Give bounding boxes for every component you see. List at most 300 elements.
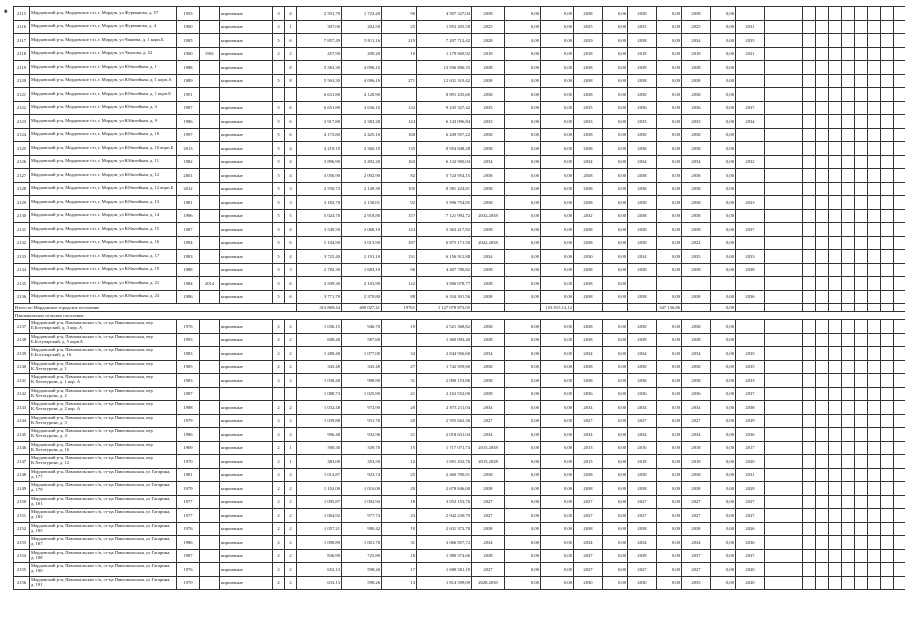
table-row [14, 333, 905, 347]
row-build-year: 1987 [177, 223, 200, 237]
row-build-year: 1982 [177, 155, 200, 169]
row-value-3: 2038 [574, 333, 603, 347]
row-empty-cell [855, 115, 868, 129]
row-value-8: 0,00 [711, 209, 736, 223]
row-empty-cell [842, 576, 855, 590]
total-e5 [628, 304, 657, 312]
row-value-1: 0,00 [505, 115, 541, 129]
row-value-9 [736, 128, 765, 142]
row-value-6: 0,00 [657, 347, 682, 361]
row-build-year: 1986 [177, 115, 200, 129]
row-living-area: 1 001,78 [342, 536, 382, 550]
row-reconstruction-year [200, 374, 220, 388]
row-value-4: 0,00 [603, 333, 628, 347]
row-entrances: 4 [285, 155, 297, 169]
row-value-4: 0,00 [603, 142, 628, 156]
row-value-3: 2025 [574, 20, 603, 34]
row-total-area: 1 038,40 [297, 374, 342, 388]
row-value-5: 2027 [628, 563, 657, 577]
row-entrances: 6 [285, 34, 297, 48]
row-living-area: 202,50 [342, 20, 382, 34]
row-value-6: 0,00 [657, 61, 682, 75]
row-wall-material: кирпичные [220, 20, 273, 34]
row-empty-cell [829, 142, 842, 156]
row-residents: 19 [382, 522, 417, 536]
row-value-3: 2027 [574, 414, 603, 428]
row-value-7: 2038 [682, 7, 711, 21]
row-value-8: 0,00 [711, 20, 736, 34]
row-address: Мордовский р-н, Мордовское г/п, г. Мордов, ул Юбилейная, д. 11 [30, 155, 177, 169]
row-wall-material: кирпичные [220, 250, 273, 264]
row-value-4: 0,00 [603, 182, 628, 196]
row-wall-material: кирпичные [220, 549, 273, 563]
row-reconstruction-year [200, 320, 220, 334]
row-value-5: 2038 [628, 34, 657, 48]
row-build-year: 1983 [177, 374, 200, 388]
row-empty-cell [816, 495, 829, 509]
row-reconstruction-year [200, 387, 220, 401]
row-residents: 131 [382, 250, 417, 264]
row-living-area: 923,74 [342, 468, 382, 482]
row-empty-cell [803, 509, 816, 523]
row-build-year: 1989 [177, 74, 200, 88]
row-wall-material: кирпичные [220, 401, 273, 415]
row-empty-cell [829, 169, 842, 183]
row-empty-cell [765, 223, 803, 237]
row-value-5: 2038 [628, 374, 657, 388]
row-value-2: 0,00 [541, 482, 574, 496]
row-address: Мордовский р-н, Павловальское с/п, ст-ца Павловальская, пер К.Хетагурова, д. 2 [30, 387, 177, 401]
table-row [14, 441, 905, 455]
row-build-year: 1976 [177, 522, 200, 536]
row-empty-cell [829, 509, 842, 523]
total-liv: 400 027,41 [342, 304, 382, 312]
row-floors: 2 [273, 360, 285, 374]
row-floors: 5 [273, 74, 285, 88]
row-floors: 2 [273, 20, 285, 34]
row-wall-material: кирпичные [220, 236, 273, 250]
row-reconstruction-year [200, 74, 220, 88]
row-living-area: 3 013,90 [342, 236, 382, 250]
row-empty-cell [842, 387, 855, 401]
row-empty-cell [894, 563, 905, 577]
row-value-8: 0,00 [711, 101, 736, 115]
row-entrances: 2 [285, 374, 297, 388]
row-empty-cell [803, 441, 816, 455]
row-empty-cell [803, 20, 816, 34]
row-repair-cost: 2 521 368,82 [417, 320, 472, 334]
row-value-4: 0,00 [603, 223, 628, 237]
row-residents: 15 [382, 441, 417, 455]
row-value-4: 0,00 [603, 482, 628, 496]
row-empty-cell [829, 549, 842, 563]
row-floors: 2 [273, 47, 285, 61]
row-value-6: 0,00 [657, 576, 682, 590]
row-empty-cell [894, 414, 905, 428]
row-value-8: 0,00 [711, 522, 736, 536]
total-empty-cell [855, 304, 868, 312]
table-row [14, 536, 905, 550]
row-empty-cell [855, 509, 868, 523]
table-row [14, 101, 905, 115]
row-empty-cell [829, 536, 842, 550]
row-value-2: 0,00 [541, 250, 574, 264]
row-floors: 2 [273, 576, 285, 590]
row-value-4: 0,00 [603, 536, 628, 550]
row-empty-cell [765, 374, 803, 388]
row-build-year: 1976 [177, 563, 200, 577]
row-empty-cell [855, 495, 868, 509]
row-value-4: 0,00 [603, 374, 628, 388]
row-empty-cell [829, 482, 842, 496]
row-floors: 5 [273, 250, 285, 264]
row-value-8: 0,00 [711, 155, 736, 169]
row-number: 2140 [14, 360, 30, 374]
row-value-3: 2038 [574, 128, 603, 142]
row-value-6: 0,00 [657, 250, 682, 264]
row-value-8: 0,00 [711, 549, 736, 563]
row-wall-material: кирпичные [220, 482, 273, 496]
row-empty-cell [868, 468, 881, 482]
row-value-2: 0,00 [541, 347, 574, 361]
row-empty-cell [829, 347, 842, 361]
table-row [14, 468, 905, 482]
row-floors: 2 [273, 536, 285, 550]
row-value-1: 0,00 [505, 482, 541, 496]
row-empty-cell [842, 7, 855, 21]
row-repair-cost: 2 873 211,04 [417, 401, 472, 415]
row-total-area: 383,00 [297, 455, 342, 469]
row-entrances: 2 [285, 563, 297, 577]
row-reconstruction-year [200, 414, 220, 428]
row-repair-cost: 5 724 954,15 [417, 169, 472, 183]
row-value-4: 0,00 [603, 509, 628, 523]
row-planned-year: 2038 [472, 182, 505, 196]
total-e6: 347 136,86 [657, 304, 682, 312]
row-empty-cell [868, 387, 881, 401]
row-value-8: 0,00 [711, 347, 736, 361]
row-empty-cell [842, 47, 855, 61]
row-value-9 [736, 142, 765, 156]
row-living-area: 2 382,28 [342, 115, 382, 129]
row-total-area: 1 102,00 [297, 482, 342, 496]
row-value-2: 0,00 [541, 495, 574, 509]
row-value-9: 2020 [736, 563, 765, 577]
row-value-7: 2038 [682, 333, 711, 347]
row-empty-cell [765, 360, 803, 374]
row-value-3: 2030 [574, 576, 603, 590]
row-empty-cell [894, 536, 905, 550]
row-repair-cost: 6 875 171,50 [417, 236, 472, 250]
row-empty-cell [765, 455, 803, 469]
row-total-area: 5 024,70 [297, 209, 342, 223]
row-empty-cell [881, 115, 894, 129]
row-empty-cell [842, 236, 855, 250]
row-value-2: 0,00 [541, 374, 574, 388]
row-value-6: 0,00 [657, 47, 682, 61]
row-value-1: 0,00 [505, 441, 541, 455]
row-reconstruction-year [200, 522, 220, 536]
row-empty-cell [842, 320, 855, 334]
row-empty-cell [816, 290, 829, 304]
row-number: 2130 [14, 209, 30, 223]
row-empty-cell [842, 468, 855, 482]
row-reconstruction-year [200, 360, 220, 374]
row-number: 2119 [14, 61, 30, 75]
row-entrances: 3 [285, 182, 297, 196]
row-entrances: 4 [285, 223, 297, 237]
row-total-area: 996,48 [297, 428, 342, 442]
row-value-8: 0,00 [711, 333, 736, 347]
row-empty-cell [868, 182, 881, 196]
row-address: Мордовский р-н, Павловальское с/п, ст-ца Павловальская, ул Гагарина, д. 177 [30, 468, 177, 482]
row-reconstruction-year [200, 290, 220, 304]
row-empty-cell [803, 455, 816, 469]
row-build-year: 1981 [177, 468, 200, 482]
row-build-year: 1970 [177, 455, 200, 469]
table-row [14, 563, 905, 577]
row-planned-year: 2038 [472, 61, 505, 75]
row-total-area: 3 725,40 [297, 250, 342, 264]
row-value-6: 0,00 [657, 236, 682, 250]
total-label: Итого по Мордовское городское поселение [14, 304, 297, 312]
row-value-7 [682, 277, 711, 291]
row-build-year: 1987 [177, 549, 200, 563]
row-value-3: 2034 [574, 536, 603, 550]
row-value-1: 0,00 [505, 401, 541, 415]
row-residents: 20 [382, 401, 417, 415]
row-empty-cell [842, 563, 855, 577]
row-address: Мордовский р-н, Мордовское г/п, г. Мордов, ул Юбилейная, д. 10 [30, 128, 177, 142]
row-value-2: 0,00 [541, 196, 574, 210]
row-value-7: 2027 [682, 414, 711, 428]
row-value-7: 2034 [682, 401, 711, 415]
row-empty-cell [894, 387, 905, 401]
row-living-area: 4 096,10 [342, 61, 382, 75]
row-number: 2128 [14, 182, 30, 196]
row-empty-cell [894, 20, 905, 34]
row-number: 2154 [14, 549, 30, 563]
row-value-9: 2037 [736, 101, 765, 115]
row-value-2: 0,09 [541, 7, 574, 21]
row-value-2: 0,00 [541, 88, 574, 102]
row-repair-cost: 1 680 581,19 [417, 563, 472, 577]
row-value-5: 2038 [628, 320, 657, 334]
row-wall-material: кирпичные [220, 563, 273, 577]
row-total-area: 307,00 [297, 20, 342, 34]
row-entrances: 2 [285, 428, 297, 442]
row-reconstruction-year [200, 428, 220, 442]
table-row [14, 455, 905, 469]
row-wall-material: кирпичные [220, 34, 273, 48]
table-row [14, 509, 905, 523]
row-value-8: 0,00 [711, 374, 736, 388]
row-floors: 2 [273, 333, 285, 347]
row-empty-cell [765, 128, 803, 142]
row-number: 2148 [14, 468, 30, 482]
row-planned-year: 2022,2038 [472, 236, 505, 250]
row-value-8: 0,00 [711, 196, 736, 210]
row-value-8: 0,00 [711, 115, 736, 129]
row-living-area: 339,70 [342, 441, 382, 455]
row-address: Мордовский р-н, Мордовское г/п, г. Мордов, ул Юбилейная, д. 14 [30, 209, 177, 223]
row-empty-cell [855, 549, 868, 563]
row-empty-cell [855, 34, 868, 48]
row-value-6: 0,00 [657, 482, 682, 496]
row-floors: 2 [273, 441, 285, 455]
row-value-3: 2027 [574, 495, 603, 509]
row-value-7: 2027 [682, 563, 711, 577]
row-repair-cost: 4 407 780,82 [417, 263, 472, 277]
row-value-4: 0,00 [603, 387, 628, 401]
row-value-4: 0,00 [603, 20, 628, 34]
total-empty [472, 304, 505, 312]
row-empty-cell [803, 468, 816, 482]
row-entrances: 2 [285, 576, 297, 590]
row-build-year: 1970 [177, 576, 200, 590]
row-living-area: 2 130,01 [342, 196, 382, 210]
row-number: 2132 [14, 236, 30, 250]
row-entrances: 5 [285, 209, 297, 223]
table-row [14, 320, 905, 334]
row-empty-cell [816, 536, 829, 550]
row-number: 2127 [14, 169, 30, 183]
row-value-6: 0,00 [657, 536, 682, 550]
row-reconstruction-year [200, 333, 220, 347]
row-reconstruction-year [200, 236, 220, 250]
row-empty-cell [868, 414, 881, 428]
row-value-5: 2025 [628, 20, 657, 34]
row-empty-cell [868, 142, 881, 156]
row-value-8: 0,00 [711, 360, 736, 374]
row-value-9: 2037 [736, 387, 765, 401]
row-entrances: 1 [285, 20, 297, 34]
row-value-9: 2021 [736, 47, 765, 61]
row-empty-cell [842, 223, 855, 237]
row-value-3: 2038 [574, 290, 603, 304]
row-empty-cell [829, 522, 842, 536]
row-empty-cell [881, 250, 894, 264]
row-value-9: 2036 [736, 536, 765, 550]
row-empty-cell [765, 576, 803, 590]
row-living-area: 2 068,10 [342, 223, 382, 237]
row-number: 2120 [14, 74, 30, 88]
row-value-1: 0,00 [505, 88, 541, 102]
row-repair-cost: 7 207 712,42 [417, 34, 472, 48]
row-planned-year: 2027 [472, 495, 505, 509]
row-empty-cell [829, 320, 842, 334]
row-value-6: 0,00 [657, 7, 682, 21]
row-empty-cell [816, 47, 829, 61]
row-value-5: 2038 [628, 482, 657, 496]
row-reconstruction-year [200, 455, 220, 469]
row-empty-cell [881, 277, 894, 291]
row-empty-cell [868, 482, 881, 496]
row-empty-cell [868, 263, 881, 277]
row-entrances: 2 [285, 347, 297, 361]
row-wall-material: кирпичные [220, 290, 273, 304]
row-value-7: 2034 [682, 536, 711, 550]
row-living-area: 2 103,90 [342, 277, 382, 291]
row-value-7: 2034 [682, 34, 711, 48]
row-empty-cell [803, 401, 816, 415]
row-planned-year: 2034 [472, 347, 505, 361]
row-empty-cell [816, 522, 829, 536]
row-value-2: 0,00 [541, 401, 574, 415]
row-value-3: 2035 [574, 101, 603, 115]
row-number: 2126 [14, 155, 30, 169]
row-empty-cell [803, 115, 816, 129]
row-living-area: 1 010,00 [342, 482, 382, 496]
row-empty-cell [842, 290, 855, 304]
row-address: Мордовский р-н, Павловальское с/п, ст-ца Павловальская, ул Гагарина, д. 188 [30, 549, 177, 563]
row-living-area: 990,42 [342, 522, 382, 536]
row-total-area: 6 651,80 [297, 101, 342, 115]
row-empty-cell [765, 47, 803, 61]
row-residents [382, 61, 417, 75]
row-value-7: 2022 [682, 236, 711, 250]
row-residents: 92 [382, 196, 417, 210]
table-row [14, 115, 905, 129]
row-value-6: 0,00 [657, 414, 682, 428]
row-empty-cell [842, 74, 855, 88]
row-value-4: 0,00 [603, 128, 628, 142]
row-value-8: 0,00 [711, 34, 736, 48]
row-empty-cell [868, 128, 881, 142]
row-value-2: 0,00 [541, 101, 574, 115]
row-planned-year: 2028,2030 [472, 576, 505, 590]
row-empty-cell [855, 401, 868, 415]
total-e7 [682, 304, 711, 312]
row-value-5: 2027 [628, 509, 657, 523]
row-total-area: 1 012,87 [297, 468, 342, 482]
row-living-area: 2 918,80 [342, 209, 382, 223]
row-address: Мордовский р-н, Мордовское г/п, г. Мордов, ул Юбилейная, д. 1 [30, 61, 177, 75]
row-empty-cell [765, 495, 803, 509]
row-entrances: 2 [285, 360, 297, 374]
row-empty-cell [842, 333, 855, 347]
row-value-8: 0,00 [711, 74, 736, 88]
row-empty-cell [894, 209, 905, 223]
row-empty-cell [881, 428, 894, 442]
row-empty-cell [842, 250, 855, 264]
row-empty-cell [842, 441, 855, 455]
row-entrances: 2 [285, 333, 297, 347]
row-empty-cell [894, 455, 905, 469]
row-empty-cell [868, 196, 881, 210]
row-value-2: 0,00 [541, 223, 574, 237]
row-total-area: 1 088,73 [297, 387, 342, 401]
row-build-year: 1987 [177, 101, 200, 115]
row-number: 2139 [14, 347, 30, 361]
row-entrances: 2 [285, 509, 297, 523]
table-row [14, 34, 905, 48]
row-build-year: 1988 [177, 401, 200, 415]
row-value-6: 0,00 [657, 387, 682, 401]
row-value-6: 0,00 [657, 128, 682, 142]
row-value-9 [736, 88, 765, 102]
row-living-area: 2 492,20 [342, 155, 382, 169]
row-residents: 187 [382, 236, 417, 250]
row-empty-cell [829, 401, 842, 415]
row-value-1: 0,00 [505, 509, 541, 523]
row-residents: 13 [382, 576, 417, 590]
row-value-5: 2038 [628, 182, 657, 196]
row-empty-cell [868, 549, 881, 563]
row-build-year: 2001 [177, 169, 200, 183]
row-value-3: 2015 [574, 441, 603, 455]
row-value-8: 0,00 [711, 250, 736, 264]
